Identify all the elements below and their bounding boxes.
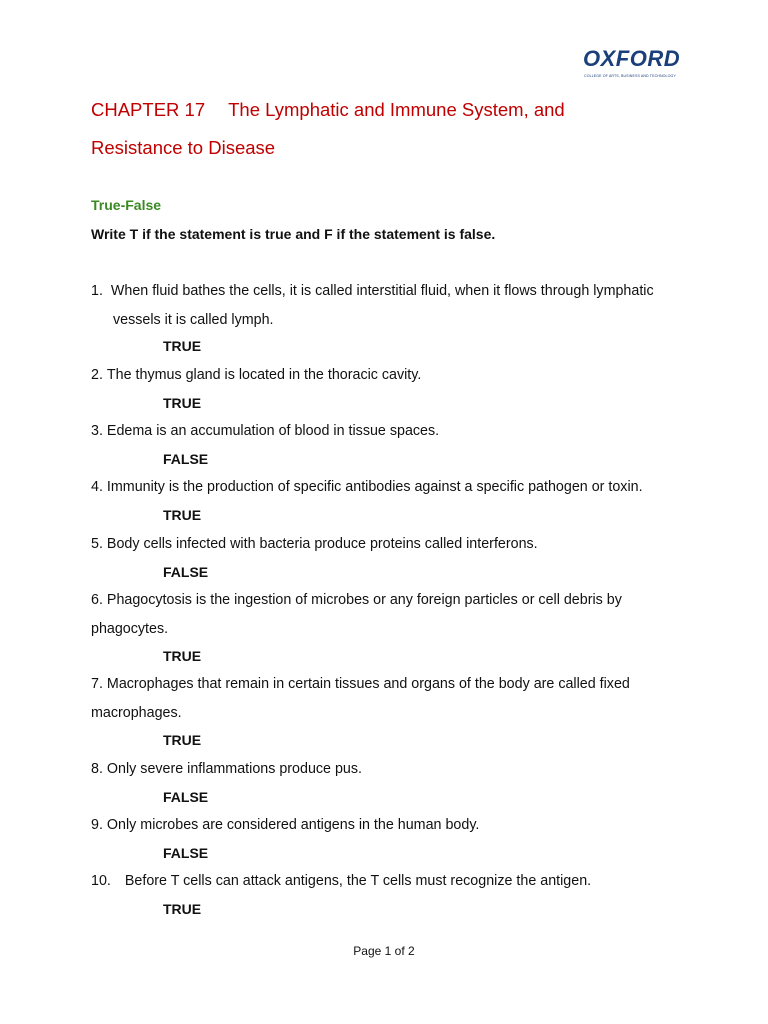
question-text: Phagocytosis is the ingestion of microbes or any foreign particles or cell debris by <box>106 592 622 608</box>
question-1 <box>91 277 678 334</box>
question-text-continued: vessels it is called lymph. <box>113 311 274 328</box>
question-text: The thymus gland is located in the thoracic cavity. <box>106 367 422 383</box>
question-8 <box>91 755 678 784</box>
question-text-continued: phagocytes. <box>91 620 169 637</box>
question-5 <box>91 530 678 559</box>
question-number: 6. <box>91 592 103 608</box>
answer-10: TRUE <box>163 901 202 917</box>
chapter-title-line2: Resistance to Disease <box>91 137 276 158</box>
question-number: 7. <box>91 676 103 692</box>
section-title: True-False <box>91 197 162 213</box>
question-number: 4. <box>91 479 103 495</box>
answer-6: TRUE <box>163 648 202 664</box>
chapter-title-line1: The Lymphatic and Immune System, and <box>228 99 565 120</box>
question-text: Edema is an accumulation of blood in tissue spaces. <box>106 423 440 439</box>
answer-1: TRUE <box>163 338 202 354</box>
question-7 <box>91 670 678 727</box>
answer-3: FALSE <box>163 451 209 467</box>
page-number: Page 1 of 2 <box>353 944 415 958</box>
question-3 <box>91 417 678 446</box>
question-number: 3. <box>91 423 103 439</box>
question-text: Macrophages that remain in certain tissues and organs of the body are called fixed <box>106 676 630 692</box>
question-text-continued: macrophages. <box>91 704 182 721</box>
logo-wordmark: OXFORD <box>583 46 681 71</box>
question-text: Before T cells can attack antigens, the T cells must recognize the antigen. <box>124 873 592 889</box>
logo-tagline: COLLEGE OF ARTS, BUSINESS AND TECHNOLOGY <box>584 74 676 78</box>
question-text: Body cells infected with bacteria produce proteins called interferons. <box>106 536 538 552</box>
answer-7: TRUE <box>163 732 202 748</box>
question-10 <box>91 867 678 896</box>
answer-2: TRUE <box>163 395 202 411</box>
question-text: Only microbes are considered antigens in the human body. <box>106 817 480 833</box>
answer-9: FALSE <box>163 845 209 861</box>
question-number: 8. <box>91 761 103 777</box>
chapter-heading <box>91 91 691 167</box>
question-9 <box>91 811 678 840</box>
question-4 <box>91 473 678 502</box>
question-text: Immunity is the production of specific antibodies against a specific pathogen or toxin. <box>106 479 643 495</box>
oxford-logo <box>583 46 681 80</box>
question-text: When fluid bathes the cells, it is called interstitial fluid, when it flows through lymphatic <box>110 283 654 299</box>
chapter-number: CHAPTER 17 <box>91 99 206 120</box>
question-6 <box>91 586 678 643</box>
question-number: 9. <box>91 817 103 833</box>
answer-4: TRUE <box>163 507 202 523</box>
section-instruction: Write T if the statement is true and F if the statement is false. <box>91 226 496 242</box>
question-2 <box>91 361 678 390</box>
question-number: 10. <box>91 873 111 889</box>
answer-5: FALSE <box>163 564 209 580</box>
question-number: 5. <box>91 536 103 552</box>
answer-8: FALSE <box>163 789 209 805</box>
question-number: 1. <box>91 283 103 299</box>
question-text: Only severe inflammations produce pus. <box>106 761 363 777</box>
question-number: 2. <box>91 367 103 383</box>
